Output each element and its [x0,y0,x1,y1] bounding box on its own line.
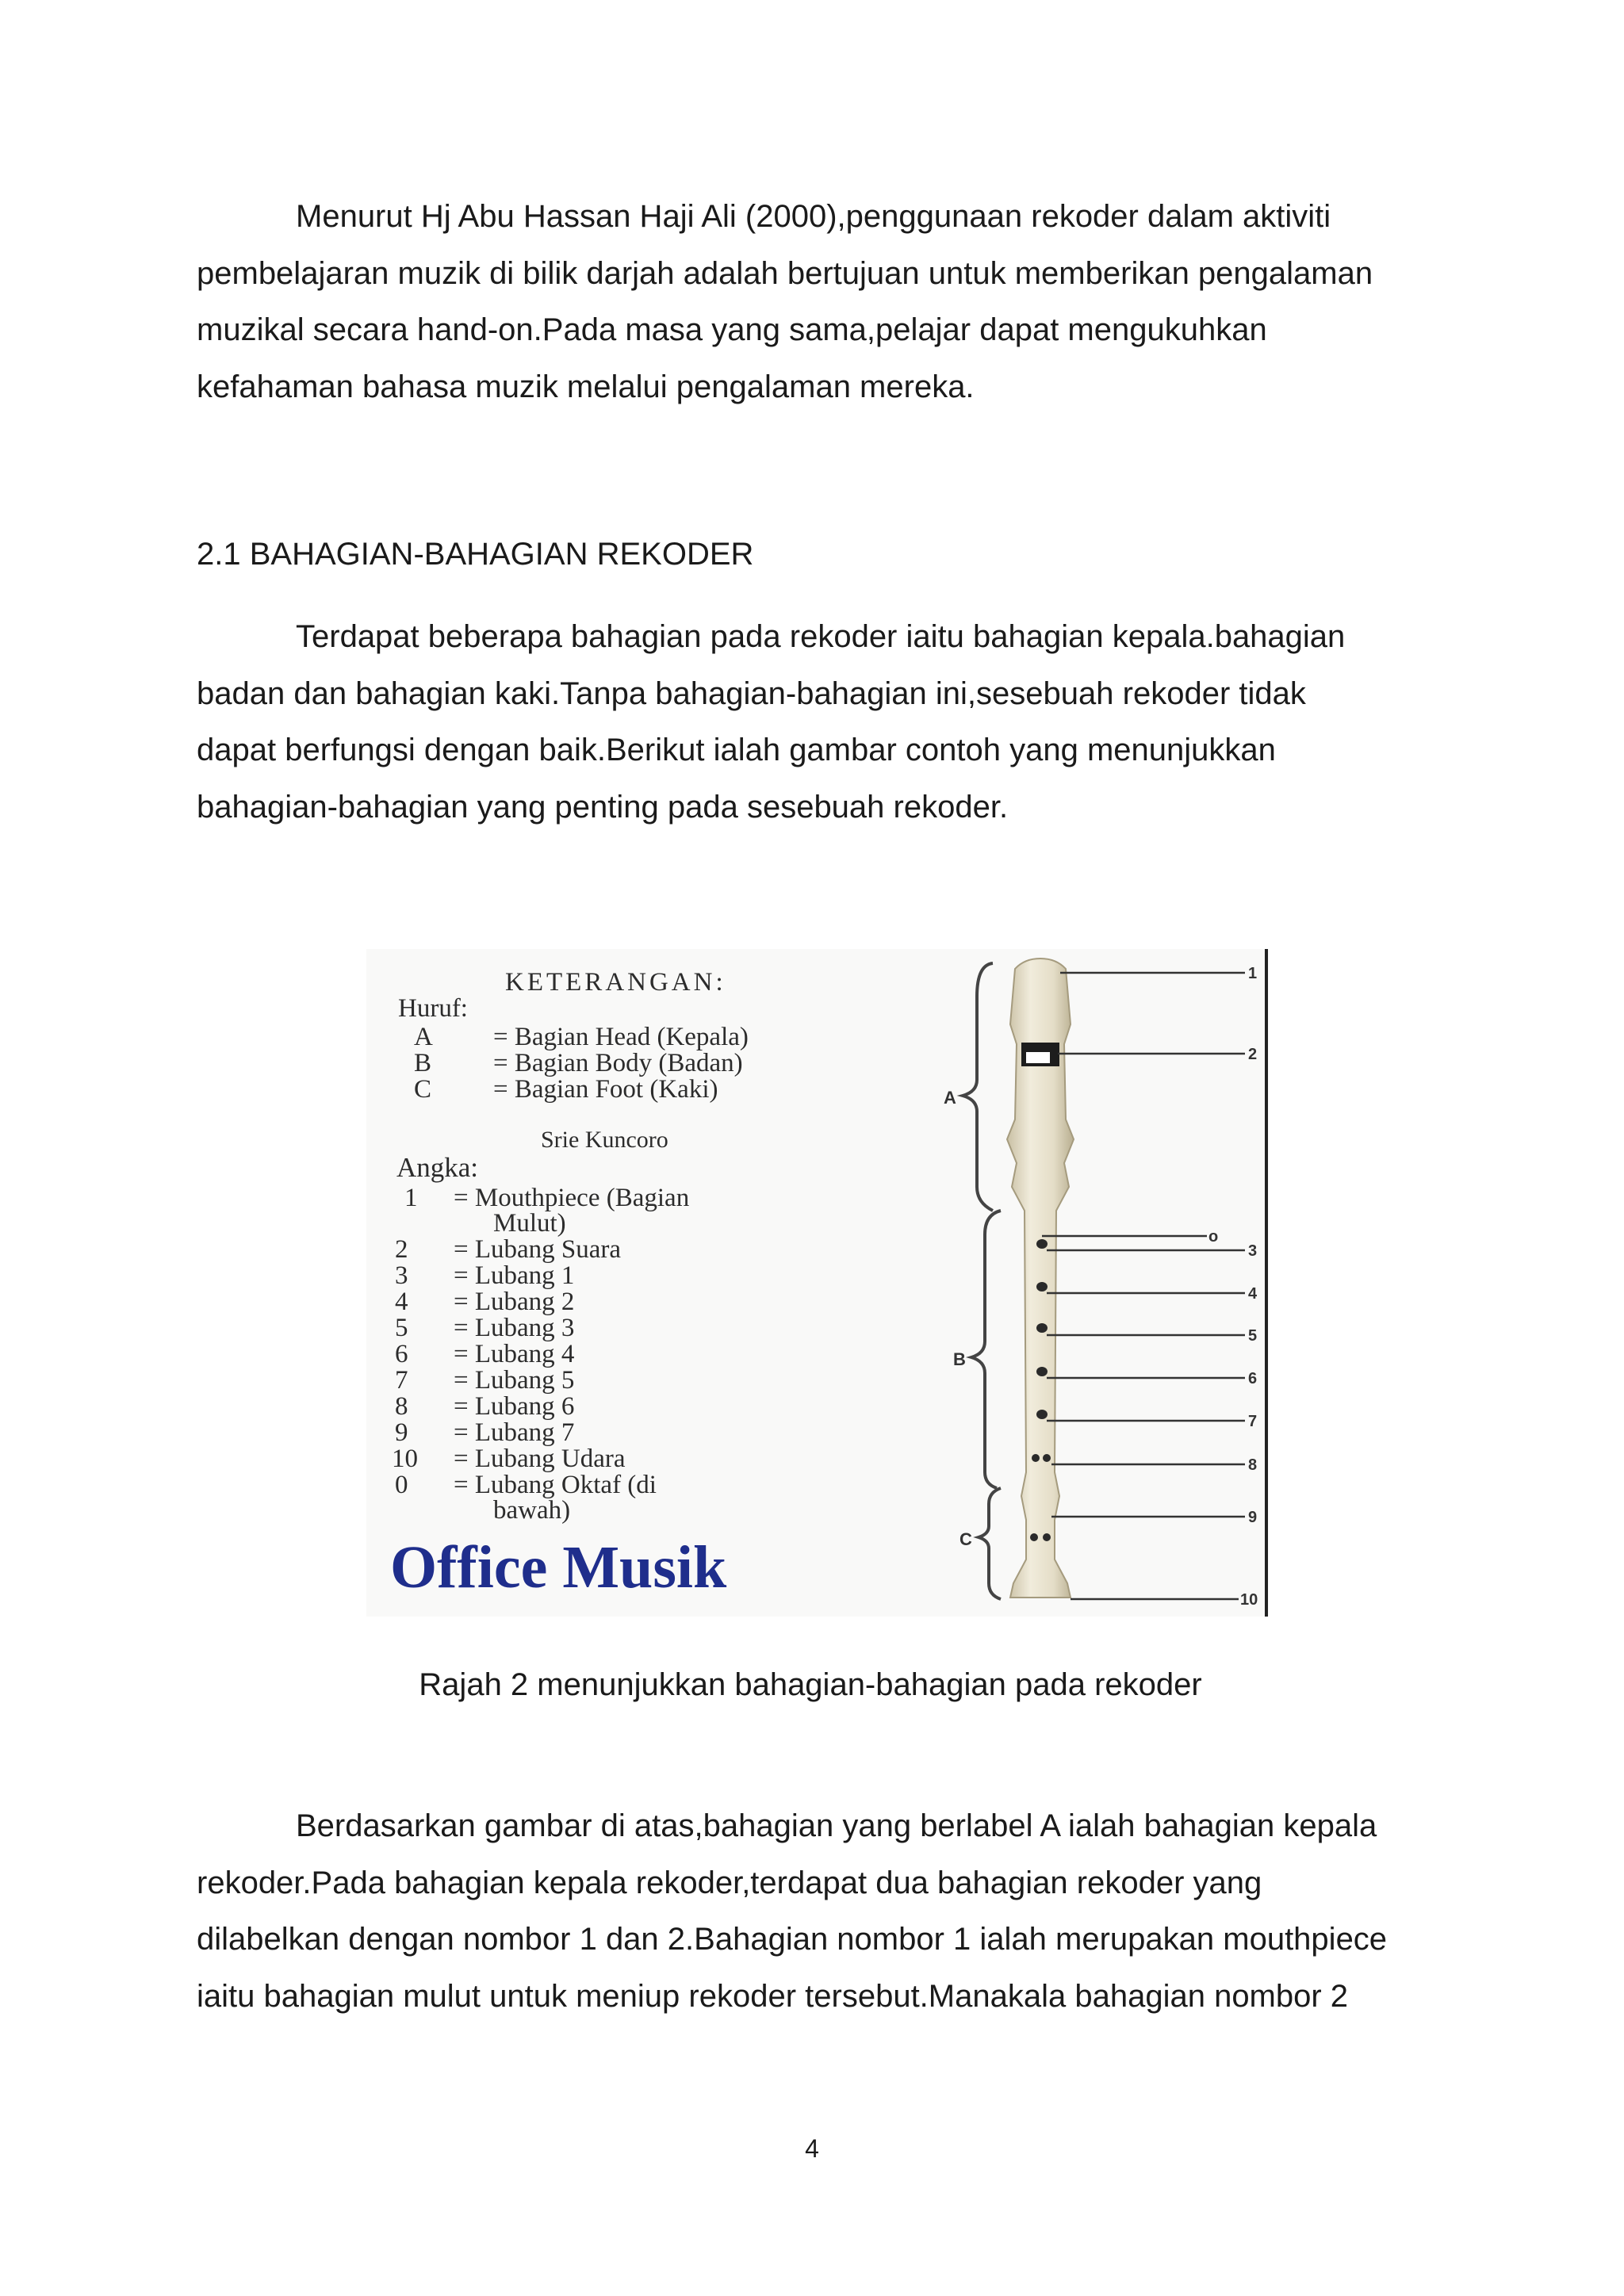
recorder-window [1026,1052,1050,1063]
page-number: 4 [805,2134,819,2163]
legend-text: = Mouthpiece (Bagian [454,1184,690,1212]
paragraph-line: bahagian-bahagian yang penting pada sesebuah rekoder. [197,789,1009,825]
legend-text: = Lubang 4 [454,1340,575,1368]
legend-key: 7 [395,1366,408,1395]
angka-label: Angka: [396,1152,479,1183]
pointer-number: 6 [1248,1370,1258,1387]
legend-text: = Lubang Suara [454,1235,622,1264]
paragraph-line: Menurut Hj Abu Hassan Haji Ali (2000),penggunaan rekoder dalam aktiviti [296,199,1331,234]
paragraph-line: kefahaman bahasa muzik melalui pengalaman mereka. [197,369,975,404]
legend-key: 1 [404,1184,418,1212]
legend-key: 10 [392,1445,418,1473]
legend-text: = Lubang Udara [454,1445,626,1473]
legend-text: = Lubang Oktaf (di [454,1471,657,1499]
author-label: Srie Kuncoro [541,1127,668,1153]
legend-text: = Lubang 7 [454,1418,575,1447]
pointer-number: 2 [1248,1046,1258,1063]
pointer-number: 4 [1248,1285,1258,1303]
paragraph-intro [197,189,1434,415]
legend-key: 5 [395,1314,408,1342]
section-tag-a: A [944,1088,956,1108]
paragraph-line: muzikal secara hand-on.Pada masa yang sama,pelajar dapat mengukuhkan [197,312,1267,347]
paragraph-line: dapat berfungsi dengan baik.Berikut ialah gambar contoh yang menunjukkan [197,733,1276,767]
finger-hole [1043,1533,1051,1541]
legend-text: = Lubang 3 [454,1314,575,1342]
legend-key: 4 [395,1288,408,1316]
caption-text: Rajah 2 menunjukkan bahagian-bahagian pada rekoder [419,1667,1202,1702]
finger-hole [1043,1454,1051,1462]
legend-text: = Bagian Foot (Kaki) [493,1075,718,1104]
finger-hole [1036,1239,1048,1249]
finger-hole [1036,1282,1048,1292]
legend-key: 2 [395,1235,408,1264]
paragraph-line: Terdapat beberapa bahagian pada rekoder iaitu bahagian kepala.bahagian [296,619,1346,654]
watermark-logo: Office Musik [390,1534,727,1601]
pointer-number: 9 [1248,1509,1258,1526]
recorder-diagram [366,949,1269,1617]
pointer-number: 3 [1248,1242,1258,1260]
paragraph-parts [197,609,1434,836]
pointer-number: 7 [1248,1413,1258,1430]
legend-text: = Bagian Body (Badan) [493,1049,743,1077]
paragraph-line: iaitu bahagian mulut untuk meniup rekoder tersebut.Manakala bahagian nombor 2 [197,1978,1349,2014]
pointer-number: 10 [1240,1591,1258,1609]
pointer-number: 5 [1248,1327,1258,1345]
finger-hole [1036,1323,1048,1333]
paragraph-line: rekoder.Pada bahagian kepala rekoder,terdapat dua bahagian rekoder yang [197,1865,1262,1900]
paragraph-line: badan dan bahagian kaki.Tanpa bahagian-bahagian ini,sesebuah rekoder tidak [197,675,1306,711]
legend-text: = Lubang 6 [454,1392,575,1421]
legend-key: 3 [395,1261,408,1290]
legend-key: 6 [395,1340,408,1368]
paragraph-line: pembelajaran muzik di bilik darjah adalah bertujuan untuk memberikan pengalaman [197,255,1373,291]
recorder-figure [366,949,1269,1617]
legend-key: 8 [395,1392,408,1421]
legend-key: 0 [395,1471,408,1499]
paragraph-explanation [197,1798,1434,2025]
legend-key: A [414,1023,433,1051]
pointer-number: 8 [1248,1456,1258,1474]
figure-caption [0,1657,1624,1713]
legend-text: bawah) [493,1496,571,1525]
paragraph-line: dilabelkan dengan nombor 1 dan 2.Bahagian nombor 1 ialah merupakan mouthpiece [197,1922,1388,1957]
legend-title: KETERANGAN: [505,968,726,997]
pointer-number: o [1208,1228,1219,1246]
legend-text: = Lubang 1 [454,1261,575,1290]
finger-hole [1030,1533,1038,1541]
legend-key: 9 [395,1418,408,1447]
legend-text: = Lubang 5 [454,1366,575,1395]
legend-key: C [414,1075,432,1104]
legend-key: B [414,1049,432,1077]
legend-text: = Bagian Head (Kepala) [493,1023,749,1051]
finger-hole [1036,1410,1048,1419]
huruf-label: Huruf: [398,994,468,1023]
legend-text: Mulut) [493,1209,566,1238]
paragraph-line: Berdasarkan gambar di atas,bahagian yang berlabel A ialah bahagian kepala [296,1808,1377,1843]
finger-hole [1036,1367,1048,1376]
section-tag-b: B [953,1349,966,1369]
finger-hole [1032,1454,1040,1462]
legend-text: = Lubang 2 [454,1288,575,1316]
section-tag-c: C [959,1529,972,1549]
section-heading: 2.1 BAHAGIAN-BAHAGIAN REKODER [197,537,754,572]
pointer-number: 1 [1248,965,1258,982]
